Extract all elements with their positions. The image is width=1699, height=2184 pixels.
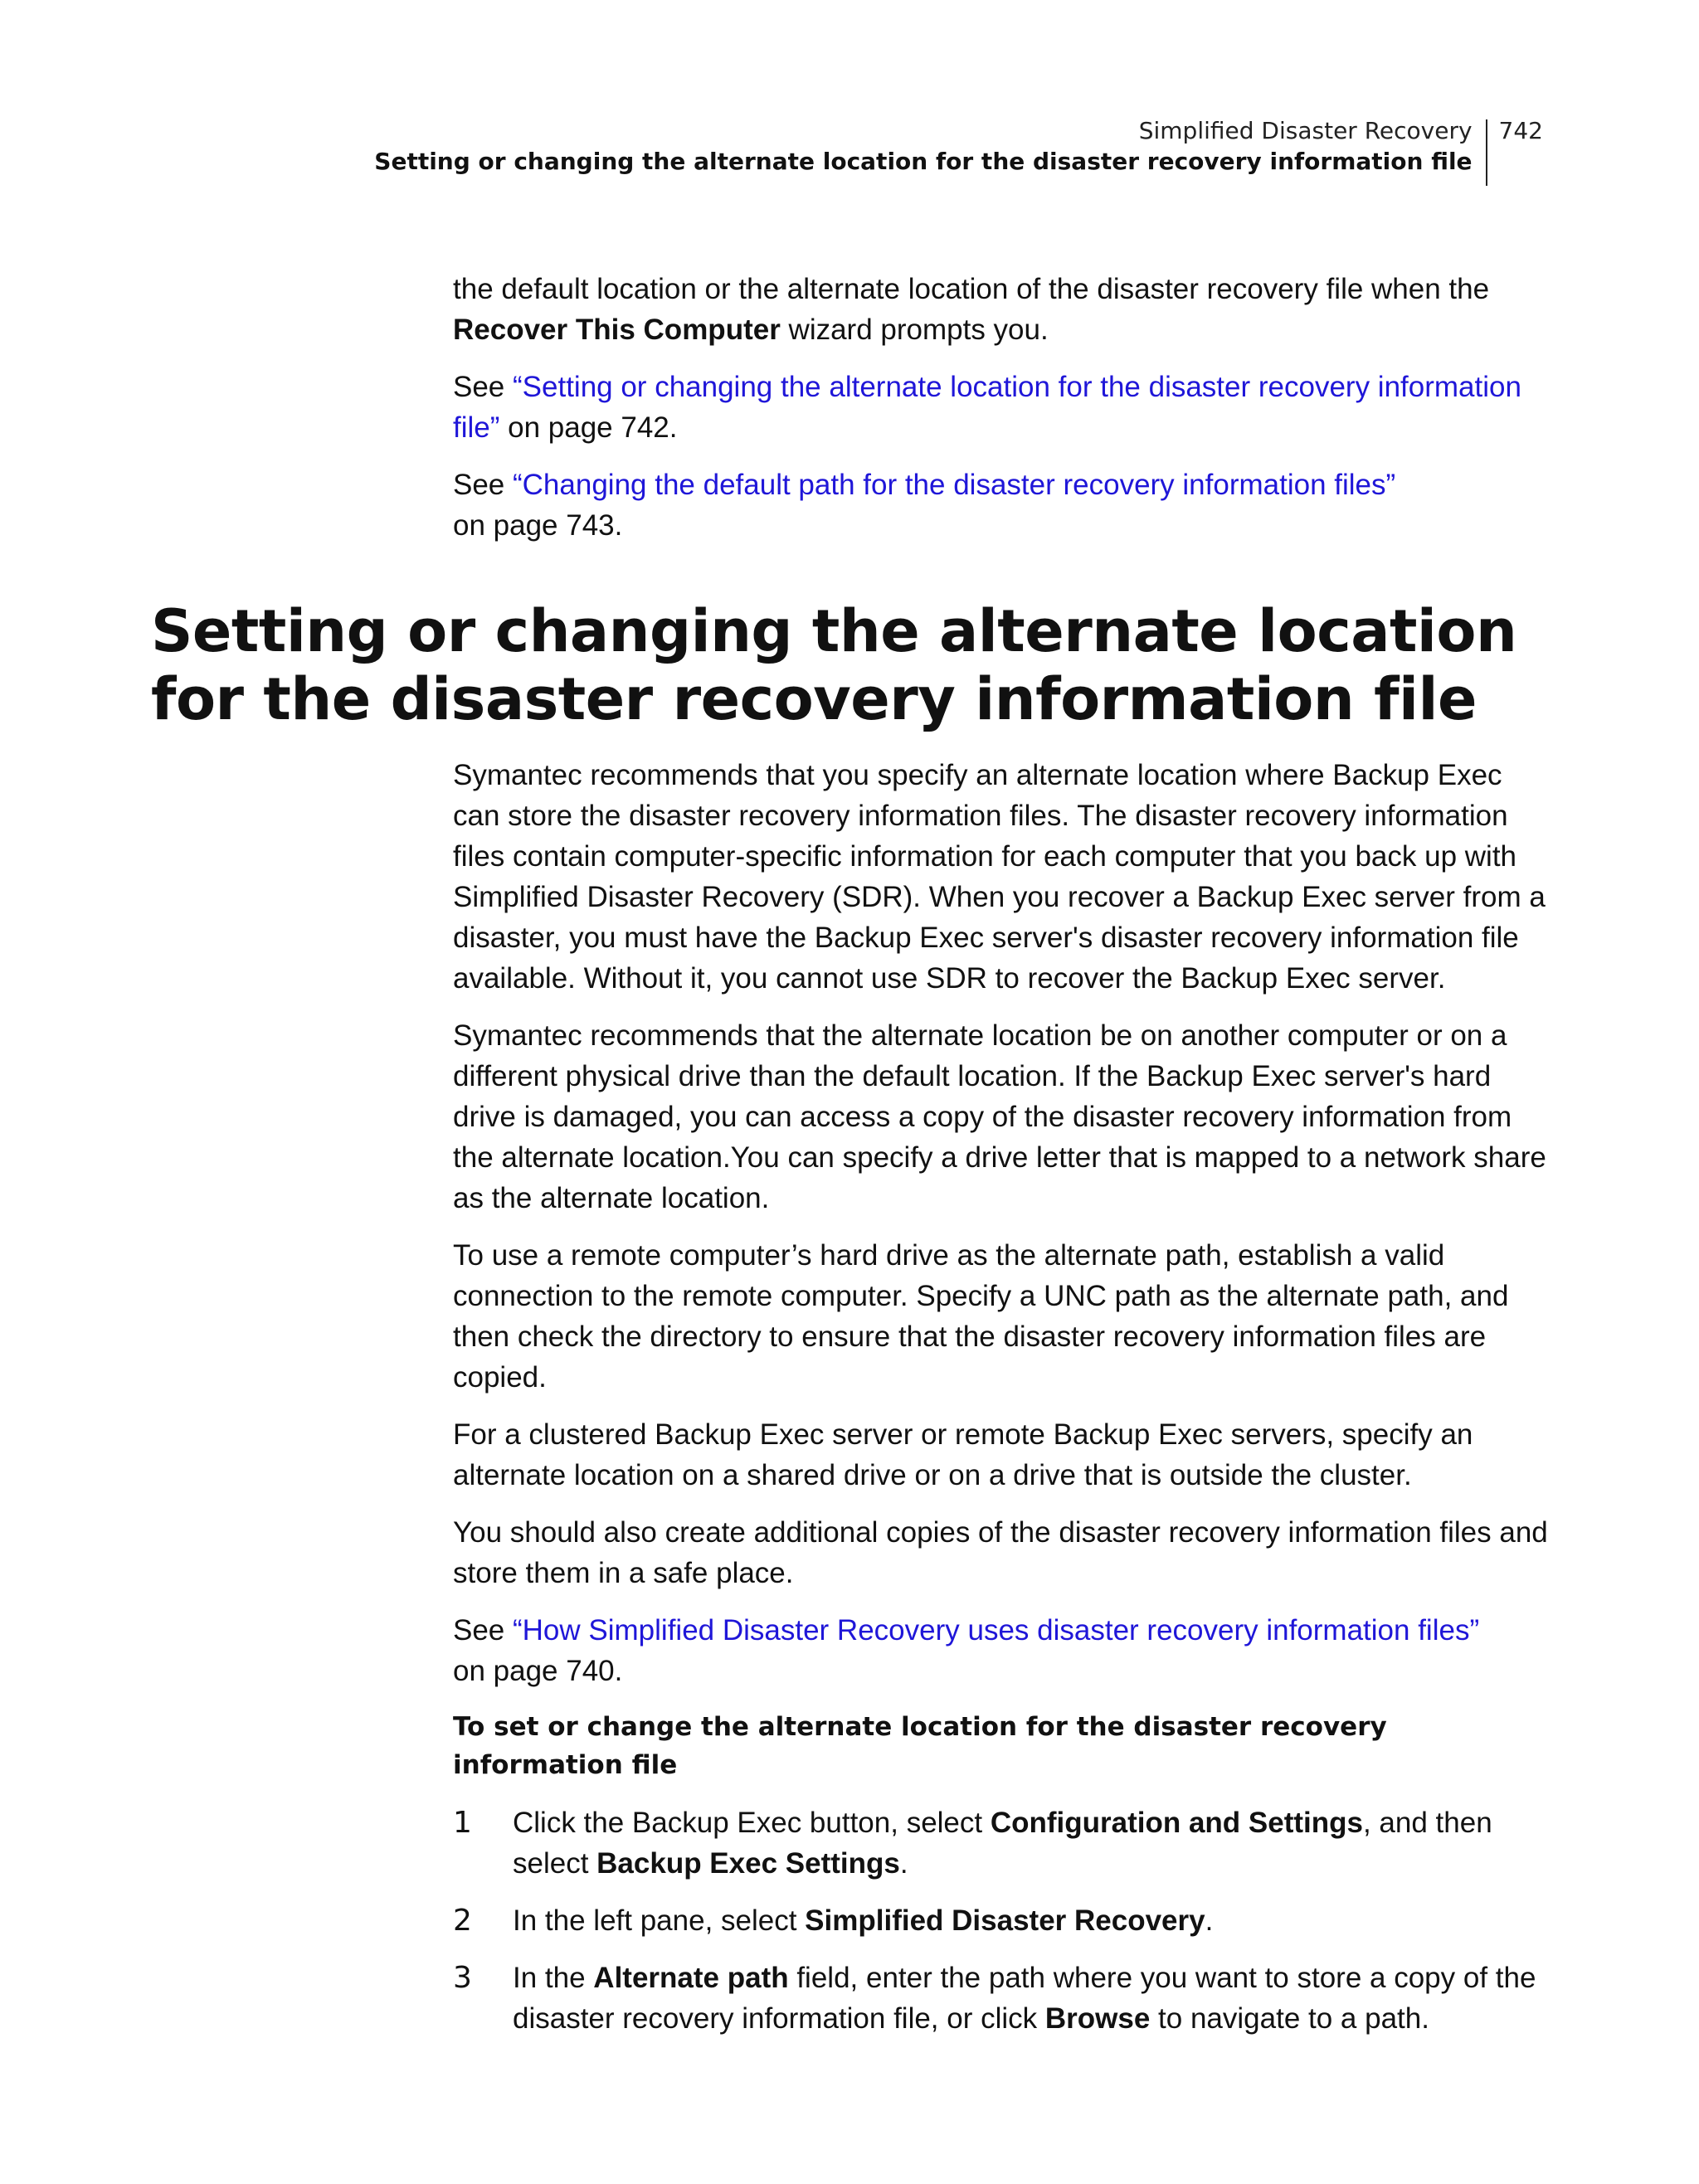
- bold-term: Simplified Disaster Recovery: [805, 1904, 1205, 1937]
- step-number: 2: [453, 1904, 472, 1938]
- page-number: 742: [1498, 117, 1543, 144]
- intro-block: [453, 269, 1548, 562]
- cross-reference-link[interactable]: “How Simplified Disaster Recovery uses disaster recovery information files”: [513, 1614, 1480, 1647]
- text-run: to navigate to a path.: [1150, 2002, 1429, 2035]
- text-run: In the left pane, select: [513, 1904, 806, 1937]
- procedure-step: [453, 1802, 1548, 1884]
- text-run: See: [453, 1614, 513, 1647]
- cross-reference: [453, 465, 1548, 546]
- bold-term: Backup Exec Settings: [596, 1847, 900, 1880]
- chapter-title: Simplified Disaster Recovery: [1138, 117, 1473, 144]
- body-paragraph: Symantec recommends that the alternate location be on another computer or on a different physical drive than the default location. If the Backup Exec server's hard drive is damaged, you can access a copy of the disaster recovery information from the alternate location.You can specify a drive letter that is mapped to a network share as the alternate location.: [453, 1019, 1546, 1214]
- text-run: on page 743.: [453, 509, 623, 542]
- cross-reference: [453, 1610, 1548, 1691]
- bold-term: Alternate path: [593, 1962, 789, 1994]
- step-text: [513, 1958, 1548, 2039]
- section-heading: Setting or changing the alternate location for the disaster recovery information file: [151, 597, 1517, 733]
- text-run: , and then select: [513, 1807, 1492, 1880]
- cross-reference-link[interactable]: “Changing the default path for the disaster recovery information files”: [513, 469, 1396, 501]
- body-paragraph: You should also create additional copies of the disaster recovery information files and store them in a safe place.: [453, 1516, 1548, 1589]
- step-text: [513, 1802, 1548, 1884]
- main-body: [453, 755, 1548, 2055]
- cross-reference-link[interactable]: “Setting or changing the alternate location for the disaster recovery information file”: [453, 371, 1521, 444]
- text-run: the default location or the alternate location of the disaster recovery file when the: [453, 273, 1490, 305]
- bold-term: Browse: [1044, 2002, 1151, 2035]
- text-run: See: [453, 469, 513, 501]
- bold-term: Configuration and Settings: [990, 1807, 1363, 1839]
- section-title: Setting or changing the alternate location for the disaster recovery information file: [374, 148, 1473, 175]
- text-run: wizard prompts you.: [780, 314, 1049, 346]
- text-run: field, enter the path where you want to store a copy of the disaster recovery information file, or click: [513, 1962, 1536, 2035]
- step-text: [513, 1900, 1548, 1941]
- text-run: Click the Backup Exec button, select: [513, 1807, 991, 1839]
- procedure-step: [453, 1900, 1548, 1941]
- text-run: .: [1205, 1904, 1214, 1937]
- text-run: See: [453, 371, 513, 403]
- step-number: 3: [453, 1961, 472, 1995]
- body-paragraph: For a clustered Backup Exec server or remote Backup Exec servers, specify an alternate location on a shared drive or on a drive that is outside the cluster.: [453, 1418, 1473, 1491]
- procedure-steps: [453, 1802, 1548, 2039]
- cross-reference: [453, 367, 1548, 448]
- procedure-step: [453, 1958, 1548, 2039]
- bold-term: Recover This Computer: [453, 314, 781, 346]
- running-header-titles: [374, 116, 1485, 186]
- procedure-title: To set or change the alternate location for the disaster recovery information file: [453, 1712, 1387, 1780]
- text-run: In the: [513, 1962, 594, 1994]
- running-header: [374, 116, 1543, 186]
- step-number: 1: [453, 1806, 472, 1840]
- body-paragraph: To use a remote computer’s hard drive as the alternate path, establish a valid connection to the remote computer. Specify a UNC path as the alternate path, and then check the directory to ensure that the disaster recovery information files are copied.: [453, 1239, 1509, 1394]
- text-run: on page 742.: [499, 411, 678, 444]
- text-run: .: [899, 1847, 908, 1880]
- text-run: on page 740.: [453, 1655, 623, 1687]
- body-paragraph: Symantec recommends that you specify an alternate location where Backup Exec can store the disaster recovery information files. The disaster recovery information files contain computer-specific information for each computer that you back up with Simplified Disaster Recovery (SDR). When you recover a Backup Exec server from a disaster, you must have the Backup Exec server's disaster recovery information file available. Without it, you cannot use SDR to recover the Backup Exec server.: [453, 759, 1546, 995]
- intro-paragraph: [453, 269, 1548, 350]
